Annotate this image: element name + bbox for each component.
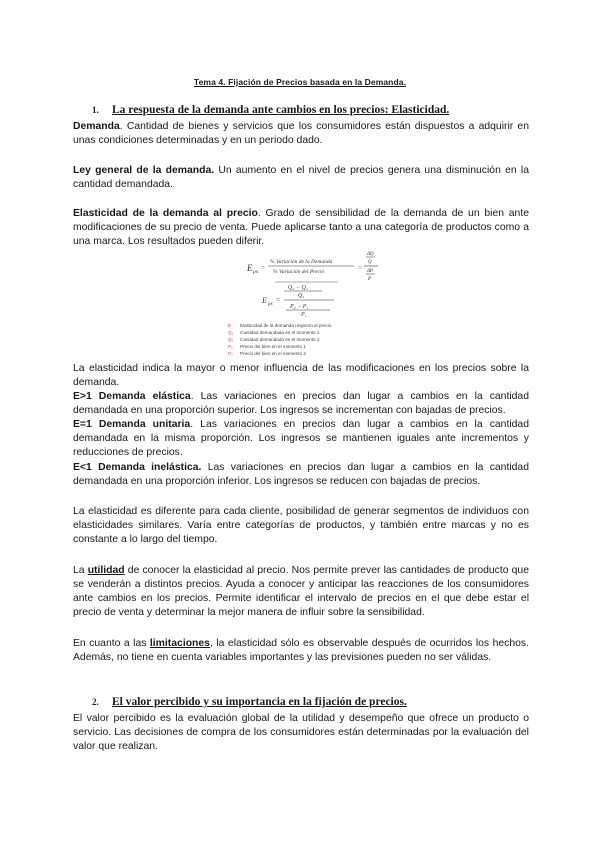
formula-2-eq: = xyxy=(276,296,280,304)
legend-marker: E xyxy=(228,323,232,328)
formula-frac-top-sub: Q xyxy=(368,260,372,265)
paragraph-inelastica xyxy=(73,461,529,489)
formula-lhs: E xyxy=(247,263,253,273)
paragraph-elastica xyxy=(73,390,529,418)
paragraph-valor-percibido: El valor percibido es la evaluación global de la utilidad y desempeño que ofrece un producto o servicio. Las decisiones de compra de los consumidores están determinadas por la evaluación del valor que realizan. xyxy=(73,713,529,752)
paragraph-demanda xyxy=(73,120,529,148)
term-ley-demanda: Ley general de la demanda. xyxy=(73,165,215,176)
legend-marker: P₁ xyxy=(228,344,233,349)
text-elasticidad: . Grado de sensibilidad de la demanda de un bien ante modificaciones de su precio de venta. Puede aplicarse tanto a una categoría de productos como a una marca. Los resultados pueden diferir. xyxy=(73,208,529,247)
legend-marker: Q₂ xyxy=(228,337,234,342)
paragraph-elasticidad xyxy=(73,207,529,249)
document-title: Tema 4. Fijación de Precios basada en la Demanda. xyxy=(193,77,407,87)
text-unitaria: . Las variaciones en precios dan lugar a cambios en la cantidad demandada en la misma proporción. Los ingresos se mantienen iguales ante incrementos y reducciones de precios. xyxy=(73,419,529,458)
legend-marker: Q₁ xyxy=(228,330,234,335)
term-limitaciones: limitaciones xyxy=(149,638,210,649)
paragraph-influencia: La elasticidad indica la mayor o menor influencia de las modificaciones en los precios sobre la demanda. xyxy=(73,363,529,388)
term-inelastica: E<1 Demanda inelástica. xyxy=(73,462,202,473)
formula-legend xyxy=(228,322,331,357)
formula-frac-bot-sub: P xyxy=(368,277,372,282)
section-1-heading xyxy=(92,104,449,116)
legend-text: Precio del bien en el momento 1 xyxy=(240,344,306,349)
paragraph-diferente: La elasticidad es diferente para cada cliente, posibilidad de generar segmentos de individuos con elasticidades similares. Varía entre categorías de productos, y también entre marcas y no es constante a lo largo del tiempo. xyxy=(73,506,529,545)
legend-text: Precio del bien en el momento 2 xyxy=(240,351,306,356)
legend-item xyxy=(228,350,331,357)
formula-2-den2: P₁ xyxy=(301,312,307,318)
formula-2-lhs: E xyxy=(262,296,267,305)
legend-text: Cantidad demandada en el momento 1 xyxy=(240,330,320,335)
section-2-title: El valor percibido y su importancia en la fijación de precios. xyxy=(112,696,407,708)
section-2-number: 2. xyxy=(92,697,99,707)
legend-marker: P₂ xyxy=(228,351,233,356)
section-2-heading xyxy=(92,696,407,708)
text-limitaciones: , la elasticidad sólo es observable después de ocurridos los hechos. Además, no tiene en cuenta variables importantes y las previsiones pueden no ser válidas. xyxy=(73,638,529,663)
term-unitaria: E=1 Demanda unitaria xyxy=(73,419,191,430)
term-utilidad: utilidad xyxy=(87,565,125,576)
formula-2-den: P₂ − P₁ xyxy=(290,304,309,310)
formula-lhs-sub: px xyxy=(253,269,259,275)
section-1-title: La respuesta de la demanda ante cambios en los precios: Elasticidad. xyxy=(112,104,450,116)
paragraph-limitaciones xyxy=(73,637,529,665)
paragraph-ley-demanda xyxy=(73,164,529,192)
text-limitaciones-pre: En cuanto a las xyxy=(73,638,150,649)
text-demanda: . Cantidad de bienes y servicios que los consumidores están dispuestos a adquirir en unas condiciones determinadas y en un periodo dado. xyxy=(73,121,529,146)
formula-den-text: % Variación del Precio xyxy=(273,269,325,275)
term-elastica: E>1 Demanda elástica xyxy=(73,391,191,402)
term-demanda: Demanda xyxy=(73,121,120,132)
text-ley-demanda: Un aumento en el nivel de precios genera una disminución en la cantidad demandada. xyxy=(73,165,529,190)
paragraph-utilidad xyxy=(73,564,529,620)
formula-2-num: Q₂ − Q₁ xyxy=(288,285,308,291)
formula-num-text: % Variación de la Demanda xyxy=(270,259,333,265)
formula-frac-bot: ΔP xyxy=(367,269,373,274)
text-elastica: . Las variaciones en precios dan lugar a cambios en la cantidad demandada en una proporción superior. Los ingresos se incrementan con bajadas de precios. xyxy=(73,391,529,416)
legend-item xyxy=(228,322,331,329)
legend-text: Elasticidad de la demanda respecto al precio xyxy=(240,323,332,328)
text-inelastica: Las variaciones en precios dan lugar a cambios en la cantidad demandada en una proporción inferior. Los ingresos se reducen con bajadas de precios. xyxy=(73,462,529,487)
formula-eq-2: = xyxy=(358,264,362,272)
legend-item xyxy=(228,343,331,350)
formula-eq-1: = xyxy=(261,264,265,272)
legend-item xyxy=(228,336,331,343)
section-1-number: 1. xyxy=(92,105,99,115)
text-utilidad: de conocer la elasticidad al precio. Nos permite prever las cantidades de producto que se venderán a distintos precios. Ayuda a conocer y anticipar las reacciones de los consumidores ante cambios en los precios. Permite identificar el intervalo de precios en el que debe estar el precio de venta y determinar la mejor manera de influir sobre la sensibilidad. xyxy=(73,565,529,618)
legend-text: Cantidad demandada en el momento 2 xyxy=(240,337,320,342)
text-utilidad-pre: La xyxy=(73,565,88,576)
formula-frac-top: ΔQ xyxy=(367,252,374,257)
paragraph-unitaria xyxy=(73,418,529,460)
formula-2-num2: Q₁ xyxy=(298,293,305,299)
term-elasticidad: Elasticidad de la demanda al precio xyxy=(73,208,258,219)
formula-2-lhs-sub: px xyxy=(268,302,273,307)
legend-item xyxy=(228,329,331,336)
